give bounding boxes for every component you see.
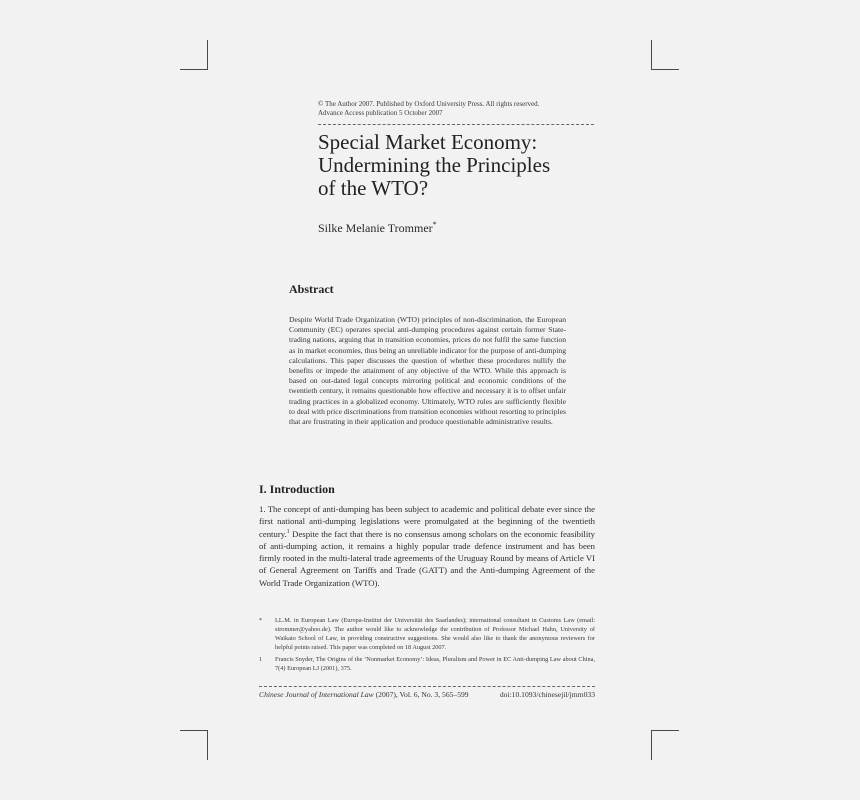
abstract-text: Despite World Trade Organization (WTO) principles of non-discrimination, the European Community (EC) operates special anti-dumping procedures against certain former State-trading nations, arguing that in transition economies, prices do not fulfil the same function as in market economies, thus being an unreliable indicator for the purpose of anti-dumping calculations. This paper discusses the question of whether these procedures nullify the benefits or impede the attainment of any objective of the WTO. While this approach is based on out-dated legal concepts mirroring political and economic conditions of the twentieth century, it remains questionable how effective and necessary it is to offset unfair trading practices in a globalized economy. Ultimately, WTO rules are sufficiently flexible to deal with price discriminations from transition economies without resorting to principles that are frustrating in their application and produce questionable administrative results. <box>289 315 566 427</box>
footnote-text: Francis Snyder, The Origins of the ‘Nonmarket Economy’: Ideas, Pluralism and Power in EC Anti-dumping Law about China, 7(4) European LJ (2001), 375. <box>275 656 595 672</box>
footnote-text: LL.M. in European Law (Europa-Institut der Universität des Saarlandes); international consultant in Customs Law (email: strommer@yahoo.de). The author would like to acknowledge the contribution of Professor Michael Hahn, University of Waikato School of Law, in providing constructive suggestions. She would also like to thank the anonymous reviewers for helpful points raised. This paper was completed on 18 August 2007. <box>275 617 595 651</box>
journal-name: Chinese Journal of International Law <box>259 690 374 699</box>
crop-mark <box>651 40 652 70</box>
crop-mark <box>651 69 679 70</box>
footnote-mark: * <box>259 617 263 624</box>
footnote <box>259 655 595 673</box>
page-footer <box>259 690 595 700</box>
abstract-heading: Abstract <box>289 282 334 296</box>
footnote <box>259 616 595 652</box>
publication-note <box>318 100 598 118</box>
crop-mark <box>207 730 208 760</box>
author-marker: * <box>432 220 437 229</box>
paragraph-text: Despite the fact that there is no consensus among scholars on the economic feasibility of anti-dumping action, it remains a highly popular trade defence instrument and has been firmly rooted in the multi-lateral trade agreements of the Uruguay Round by means of Article VI of General Agreement on Tariffs and Trade (GATT) and the Anti-dumping Agreement of the World Trade Organization (WTO). <box>259 528 595 588</box>
footnote-reference[interactable]: 1 <box>286 528 290 535</box>
footnote-mark: 1 <box>259 656 263 663</box>
title-line: of the WTO? <box>318 176 429 200</box>
footnotes <box>259 616 595 676</box>
crop-mark <box>651 730 679 731</box>
title-line: Undermining the Principles <box>318 153 551 177</box>
crop-mark <box>180 69 208 70</box>
crop-mark <box>180 730 208 731</box>
article-title <box>318 131 598 200</box>
introduction-paragraph <box>259 503 595 589</box>
volume-info: (2007), Vol. 6, No. 3, 565–599 <box>373 690 469 699</box>
author-line <box>318 217 598 236</box>
author-name: Silke Melanie Trommer <box>318 221 433 235</box>
advance-access-line: Advance Access publication 5 October 2007 <box>318 109 443 117</box>
footer-rule <box>259 686 595 687</box>
section-heading-introduction: I. Introduction <box>259 482 335 496</box>
journal-citation <box>259 690 469 700</box>
header-rule <box>318 124 594 125</box>
crop-mark <box>207 40 208 70</box>
doi-link[interactable]: doi:10.1093/chinesejil/jmm033 <box>499 690 595 699</box>
copyright-line: © The Author 2007. Published by Oxford University Press. All rights reserved. <box>318 100 540 108</box>
crop-mark <box>651 730 652 760</box>
paragraph-text: 1. The concept of anti-dumping has been subject to academic and political debate ever since the first national anti-dumping legislations were promulgated at the beginning of the twentieth century. <box>259 504 595 539</box>
title-line: Special Market Economy: <box>318 130 538 154</box>
